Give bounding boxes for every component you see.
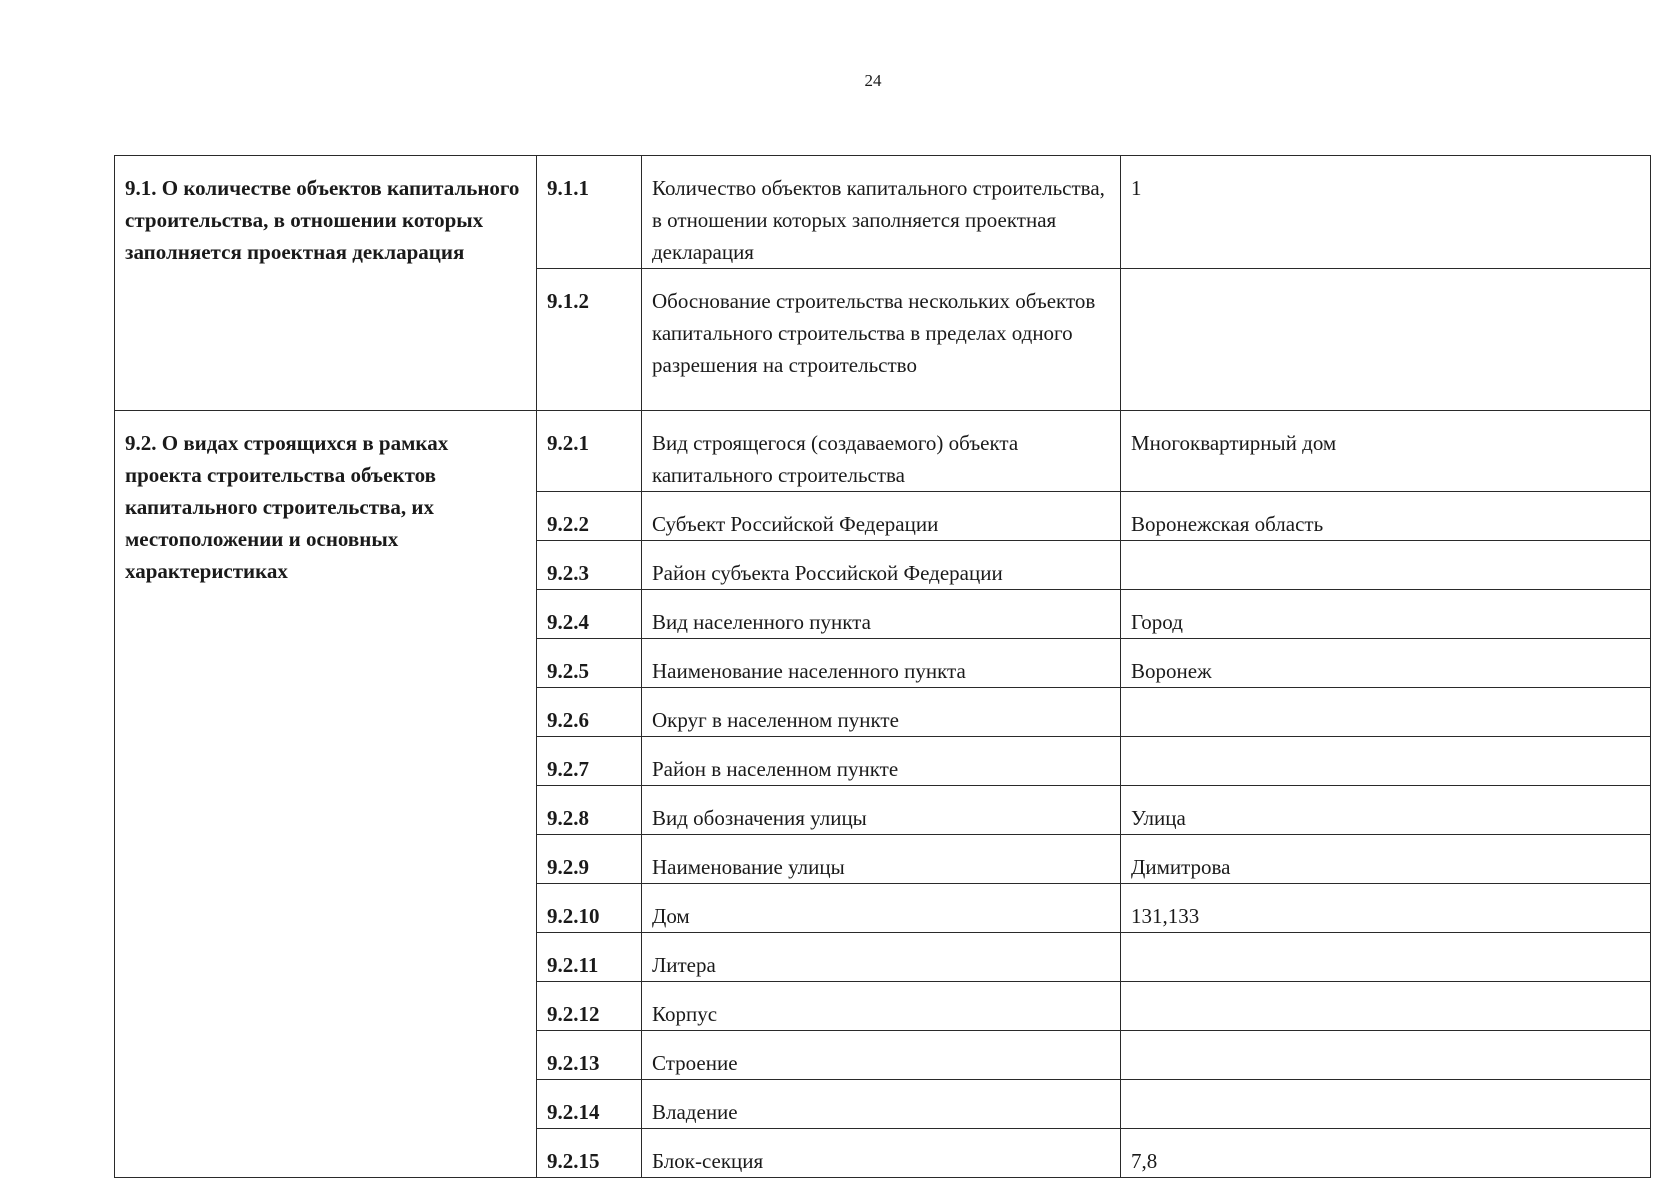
row-label: Район в населенном пункте: [642, 737, 1121, 786]
row-code: 9.2.5: [537, 639, 642, 688]
row-value: Воронежская область: [1121, 492, 1651, 541]
row-value: Многоквартирный дом: [1121, 411, 1651, 492]
row-value: [1121, 688, 1651, 737]
row-code: 9.2.13: [537, 1031, 642, 1080]
row-code: 9.2.14: [537, 1080, 642, 1129]
row-code: 9.2.7: [537, 737, 642, 786]
section-title: 9.2. О видах строящихся в рамках проекта строительства объектов капитального строительства, их местоположении и основных характеристиках: [115, 411, 537, 1178]
row-value: [1121, 541, 1651, 590]
row-value: Улица: [1121, 786, 1651, 835]
row-label: Вид обозначения улицы: [642, 786, 1121, 835]
row-code: 9.2.12: [537, 982, 642, 1031]
row-code: 9.1.2: [537, 269, 642, 411]
row-label: Обоснование строительства нескольких объектов капитального строительства в пределах одного разрешения на строительство: [642, 269, 1121, 411]
row-label: Владение: [642, 1080, 1121, 1129]
row-value: Воронеж: [1121, 639, 1651, 688]
row-label: Район субъекта Российской Федерации: [642, 541, 1121, 590]
row-value: 7,8: [1121, 1129, 1651, 1178]
row-label: Литера: [642, 933, 1121, 982]
row-label: Вид населенного пункта: [642, 590, 1121, 639]
row-label: Строение: [642, 1031, 1121, 1080]
row-label: Блок-секция: [642, 1129, 1121, 1178]
row-code: 9.1.1: [537, 156, 642, 269]
table-row: [115, 411, 1651, 492]
row-value: [1121, 1080, 1651, 1129]
row-label: Наименование населенного пункта: [642, 639, 1121, 688]
row-code: 9.2.10: [537, 884, 642, 933]
row-label: Субъект Российской Федерации: [642, 492, 1121, 541]
row-label: Дом: [642, 884, 1121, 933]
row-code: 9.2.9: [537, 835, 642, 884]
row-value: 131,133: [1121, 884, 1651, 933]
row-code: 9.2.6: [537, 688, 642, 737]
row-label: Корпус: [642, 982, 1121, 1031]
row-code: 9.2.1: [537, 411, 642, 492]
row-label: Округ в населенном пункте: [642, 688, 1121, 737]
page-number: 24: [864, 71, 882, 90]
row-label: Количество объектов капитального строительства, в отношении которых заполняется проектная декларация: [642, 156, 1121, 269]
row-label: Наименование улицы: [642, 835, 1121, 884]
section-title: 9.1. О количестве объектов капитального строительства, в отношении которых заполняется проектная декларация: [115, 156, 537, 411]
row-value: [1121, 1031, 1651, 1080]
row-value: [1121, 982, 1651, 1031]
row-value: [1121, 269, 1651, 411]
table-row: [115, 156, 1651, 269]
row-value: Димитрова: [1121, 835, 1651, 884]
row-value: [1121, 933, 1651, 982]
row-code: 9.2.15: [537, 1129, 642, 1178]
row-code: 9.2.2: [537, 492, 642, 541]
row-code: 9.2.4: [537, 590, 642, 639]
row-code: 9.2.3: [537, 541, 642, 590]
row-code: 9.2.8: [537, 786, 642, 835]
row-value: 1: [1121, 156, 1651, 269]
row-code: 9.2.11: [537, 933, 642, 982]
row-label: Вид строящегося (создаваемого) объекта капитального строительства: [642, 411, 1121, 492]
row-value: Город: [1121, 590, 1651, 639]
declaration-table: [114, 155, 1651, 1178]
row-value: [1121, 737, 1651, 786]
